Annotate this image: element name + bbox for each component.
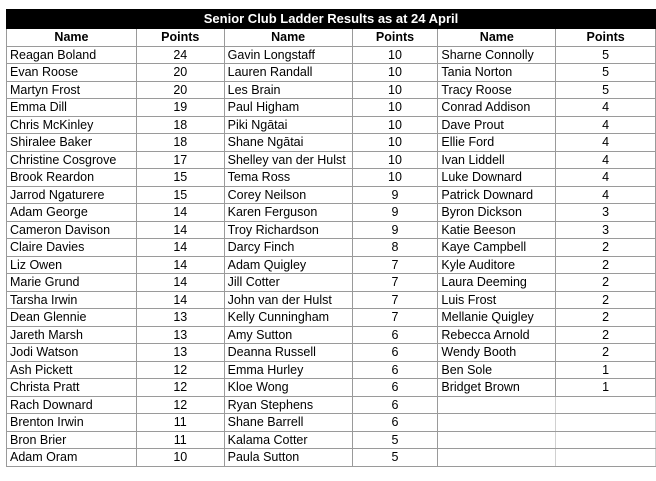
player-points-cell: 6	[352, 361, 438, 379]
player-points-cell: 20	[136, 81, 224, 99]
table-row	[7, 186, 656, 204]
table-row	[7, 326, 656, 344]
player-name-cell: Tania Norton	[438, 64, 556, 82]
player-name-cell: Emma Dill	[7, 99, 137, 117]
name-header: Name	[438, 29, 556, 47]
player-points-cell: 4	[556, 169, 656, 187]
player-name-cell: Reagan Boland	[7, 46, 137, 64]
player-points-cell: 5	[556, 46, 656, 64]
player-points-cell: 5	[352, 431, 438, 449]
player-name-cell: Jodi Watson	[7, 344, 137, 362]
player-points-cell: 5	[352, 449, 438, 467]
player-name-cell: Troy Richardson	[224, 221, 352, 239]
player-points-cell: 17	[136, 151, 224, 169]
player-points-cell: 18	[136, 116, 224, 134]
player-points-cell: 12	[136, 396, 224, 414]
player-points-cell: 4	[556, 186, 656, 204]
player-points-cell: 14	[136, 221, 224, 239]
table-row	[7, 449, 656, 467]
table-row	[7, 99, 656, 117]
player-name-cell: Emma Hurley	[224, 361, 352, 379]
player-points-cell: 2	[556, 326, 656, 344]
player-points-cell: 1	[556, 361, 656, 379]
player-points-cell: 10	[352, 134, 438, 152]
name-header: Name	[224, 29, 352, 47]
player-points-cell: 12	[136, 361, 224, 379]
player-points-cell: 2	[556, 239, 656, 257]
table-row	[7, 431, 656, 449]
player-name-cell: Christine Cosgrove	[7, 151, 137, 169]
player-points-cell: 3	[556, 204, 656, 222]
player-points-cell: 14	[136, 291, 224, 309]
player-points-cell: 6	[352, 414, 438, 432]
player-points-cell: 10	[352, 81, 438, 99]
player-points-cell: 14	[136, 274, 224, 292]
player-name-cell: Patrick Downard	[438, 186, 556, 204]
player-points-cell: 3	[556, 221, 656, 239]
player-name-cell: Ellie Ford	[438, 134, 556, 152]
table-row	[7, 291, 656, 309]
player-name-cell: Kelly Cunningham	[224, 309, 352, 327]
player-name-cell: Bron Brier	[7, 431, 137, 449]
player-name-cell: Martyn Frost	[7, 81, 137, 99]
player-points-cell: 6	[352, 379, 438, 397]
player-points-cell: 13	[136, 344, 224, 362]
player-name-cell: Ryan Stephens	[224, 396, 352, 414]
player-name-cell: Dave Prout	[438, 116, 556, 134]
table-row	[7, 274, 656, 292]
table-row	[7, 134, 656, 152]
player-name-cell: Kloe Wong	[224, 379, 352, 397]
player-points-cell: 19	[136, 99, 224, 117]
player-points-cell: 6	[352, 344, 438, 362]
player-points-cell: 20	[136, 64, 224, 82]
empty-cell	[556, 449, 656, 467]
player-name-cell: Mellanie Quigley	[438, 309, 556, 327]
player-points-cell: 2	[556, 344, 656, 362]
player-points-cell: 15	[136, 186, 224, 204]
player-points-cell: 7	[352, 309, 438, 327]
player-points-cell: 2	[556, 291, 656, 309]
player-name-cell: Brook Reardon	[7, 169, 137, 187]
player-name-cell: Luke Downard	[438, 169, 556, 187]
table-row	[7, 46, 656, 64]
player-points-cell: 18	[136, 134, 224, 152]
table-row	[7, 151, 656, 169]
player-points-cell: 10	[136, 449, 224, 467]
player-points-cell: 9	[352, 204, 438, 222]
player-points-cell: 9	[352, 186, 438, 204]
player-name-cell: Marie Grund	[7, 274, 137, 292]
player-points-cell: 2	[556, 256, 656, 274]
player-points-cell: 10	[352, 99, 438, 117]
points-header: Points	[352, 29, 438, 47]
player-points-cell: 10	[352, 46, 438, 64]
player-points-cell: 6	[352, 396, 438, 414]
table-row	[7, 116, 656, 134]
player-points-cell: 10	[352, 116, 438, 134]
player-name-cell: Ben Sole	[438, 361, 556, 379]
empty-cell	[556, 414, 656, 432]
player-points-cell: 14	[136, 256, 224, 274]
player-name-cell: Amy Sutton	[224, 326, 352, 344]
player-name-cell: Laura Deeming	[438, 274, 556, 292]
player-name-cell: Adam Oram	[7, 449, 137, 467]
player-points-cell: 5	[556, 81, 656, 99]
player-name-cell: Claire Davies	[7, 239, 137, 257]
player-name-cell: Piki Ngātai	[224, 116, 352, 134]
player-points-cell: 10	[352, 151, 438, 169]
header-row	[7, 29, 656, 47]
table-row	[7, 81, 656, 99]
player-points-cell: 9	[352, 221, 438, 239]
player-name-cell: Kalama Cotter	[224, 431, 352, 449]
player-name-cell: Christa Pratt	[7, 379, 137, 397]
player-name-cell: Shane Ngātai	[224, 134, 352, 152]
player-name-cell: Les Brain	[224, 81, 352, 99]
player-name-cell: Kaye Campbell	[438, 239, 556, 257]
player-name-cell: Cameron Davison	[7, 221, 137, 239]
table-row	[7, 344, 656, 362]
player-points-cell: 8	[352, 239, 438, 257]
player-name-cell: Corey Neilson	[224, 186, 352, 204]
empty-cell	[556, 431, 656, 449]
player-points-cell: 14	[136, 204, 224, 222]
table-row	[7, 221, 656, 239]
player-name-cell: Adam George	[7, 204, 137, 222]
player-name-cell: Bridget Brown	[438, 379, 556, 397]
player-name-cell: Chris McKinley	[7, 116, 137, 134]
player-name-cell: Luis Frost	[438, 291, 556, 309]
player-name-cell: Adam Quigley	[224, 256, 352, 274]
sheet-title: Senior Club Ladder Results as at 24 April	[7, 10, 656, 29]
player-name-cell: Tracy Roose	[438, 81, 556, 99]
player-points-cell: 13	[136, 326, 224, 344]
player-points-cell: 10	[352, 169, 438, 187]
player-points-cell: 1	[556, 379, 656, 397]
player-points-cell: 15	[136, 169, 224, 187]
player-points-cell: 7	[352, 291, 438, 309]
empty-cell	[438, 431, 556, 449]
table-row	[7, 204, 656, 222]
player-points-cell: 13	[136, 309, 224, 327]
player-name-cell: Kyle Auditore	[438, 256, 556, 274]
empty-cell	[556, 396, 656, 414]
player-name-cell: Ivan Liddell	[438, 151, 556, 169]
player-name-cell: Wendy Booth	[438, 344, 556, 362]
table-row	[7, 256, 656, 274]
player-name-cell: Rach Downard	[7, 396, 137, 414]
player-name-cell: Evan Roose	[7, 64, 137, 82]
player-name-cell: Ash Pickett	[7, 361, 137, 379]
player-name-cell: Karen Ferguson	[224, 204, 352, 222]
player-name-cell: Shane Barrell	[224, 414, 352, 432]
table-row	[7, 239, 656, 257]
table-row	[7, 414, 656, 432]
empty-cell	[438, 449, 556, 467]
player-points-cell: 4	[556, 99, 656, 117]
player-points-cell: 4	[556, 134, 656, 152]
player-name-cell: Dean Glennie	[7, 309, 137, 327]
player-name-cell: Conrad Addison	[438, 99, 556, 117]
player-points-cell: 11	[136, 431, 224, 449]
player-name-cell: Brenton Irwin	[7, 414, 137, 432]
player-points-cell: 24	[136, 46, 224, 64]
player-points-cell: 6	[352, 326, 438, 344]
player-points-cell: 7	[352, 274, 438, 292]
player-name-cell: Tema Ross	[224, 169, 352, 187]
player-points-cell: 7	[352, 256, 438, 274]
table-row	[7, 169, 656, 187]
player-points-cell: 2	[556, 309, 656, 327]
empty-cell	[438, 396, 556, 414]
player-name-cell: Liz Owen	[7, 256, 137, 274]
player-name-cell: Jill Cotter	[224, 274, 352, 292]
empty-cell	[438, 414, 556, 432]
player-name-cell: Deanna Russell	[224, 344, 352, 362]
player-points-cell: 12	[136, 379, 224, 397]
table-row	[7, 309, 656, 327]
player-name-cell: John van der Hulst	[224, 291, 352, 309]
name-header: Name	[7, 29, 137, 47]
table-row	[7, 379, 656, 397]
player-points-cell: 14	[136, 239, 224, 257]
player-name-cell: Sharne Connolly	[438, 46, 556, 64]
player-name-cell: Rebecca Arnold	[438, 326, 556, 344]
player-points-cell: 10	[352, 64, 438, 82]
player-name-cell: Darcy Finch	[224, 239, 352, 257]
table-row	[7, 361, 656, 379]
player-points-cell: 2	[556, 274, 656, 292]
player-points-cell: 11	[136, 414, 224, 432]
player-name-cell: Jareth Marsh	[7, 326, 137, 344]
player-name-cell: Tarsha Irwin	[7, 291, 137, 309]
player-name-cell: Paula Sutton	[224, 449, 352, 467]
player-name-cell: Gavin Longstaff	[224, 46, 352, 64]
player-points-cell: 5	[556, 64, 656, 82]
player-name-cell: Byron Dickson	[438, 204, 556, 222]
player-name-cell: Lauren Randall	[224, 64, 352, 82]
player-name-cell: Paul Higham	[224, 99, 352, 117]
points-header: Points	[136, 29, 224, 47]
player-name-cell: Shelley van der Hulst	[224, 151, 352, 169]
table-row	[7, 396, 656, 414]
points-header: Points	[556, 29, 656, 47]
player-name-cell: Katie Beeson	[438, 221, 556, 239]
table-row	[7, 64, 656, 82]
player-name-cell: Shiralee Baker	[7, 134, 137, 152]
player-name-cell: Jarrod Ngaturere	[7, 186, 137, 204]
player-points-cell: 4	[556, 116, 656, 134]
ladder-results-table	[6, 9, 656, 467]
player-points-cell: 4	[556, 151, 656, 169]
